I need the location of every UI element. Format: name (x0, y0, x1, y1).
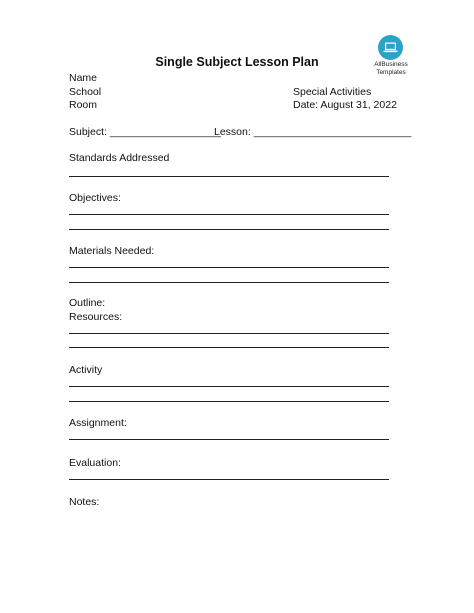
page-title: Single Subject Lesson Plan (155, 55, 319, 69)
objectives-line-2 (69, 229, 389, 230)
objectives-line-1 (69, 214, 389, 215)
standards-heading: Standards Addressed (69, 152, 170, 164)
resources-line-1 (69, 333, 389, 334)
subject-field: Subject: ___________________ (69, 126, 221, 138)
room-label: Room (69, 99, 98, 111)
logo-line-1: AllBusiness (374, 61, 408, 68)
logo (366, 35, 416, 81)
evaluation-heading: Evaluation: (69, 457, 121, 469)
outline-heading: Outline: (69, 297, 106, 309)
special-activities-label: Special Activities (293, 86, 372, 98)
name-label: Name (69, 72, 98, 84)
standards-line (69, 176, 389, 177)
materials-line-2 (69, 282, 389, 283)
school-label: School (69, 86, 102, 98)
laptop-icon (378, 35, 403, 60)
assignment-heading: Assignment: (69, 417, 127, 429)
objectives-heading: Objectives: (69, 192, 121, 204)
resources-line-2 (69, 347, 389, 348)
logo-line-2: Templates (376, 68, 406, 76)
resources-heading: Resources: (69, 311, 123, 323)
logo-text (366, 61, 416, 76)
activity-heading: Activity (69, 364, 103, 376)
evaluation-line (69, 479, 389, 480)
date-label: Date: August 31, 2022 (293, 99, 397, 111)
activity-line-1 (69, 386, 389, 387)
materials-heading: Materials Needed: (69, 245, 155, 257)
activity-line-2 (69, 401, 389, 402)
lesson-field: Lesson: ___________________________ (214, 126, 412, 138)
assignment-line (69, 439, 389, 440)
notes-heading: Notes: (69, 496, 100, 508)
materials-line-1 (69, 267, 389, 268)
